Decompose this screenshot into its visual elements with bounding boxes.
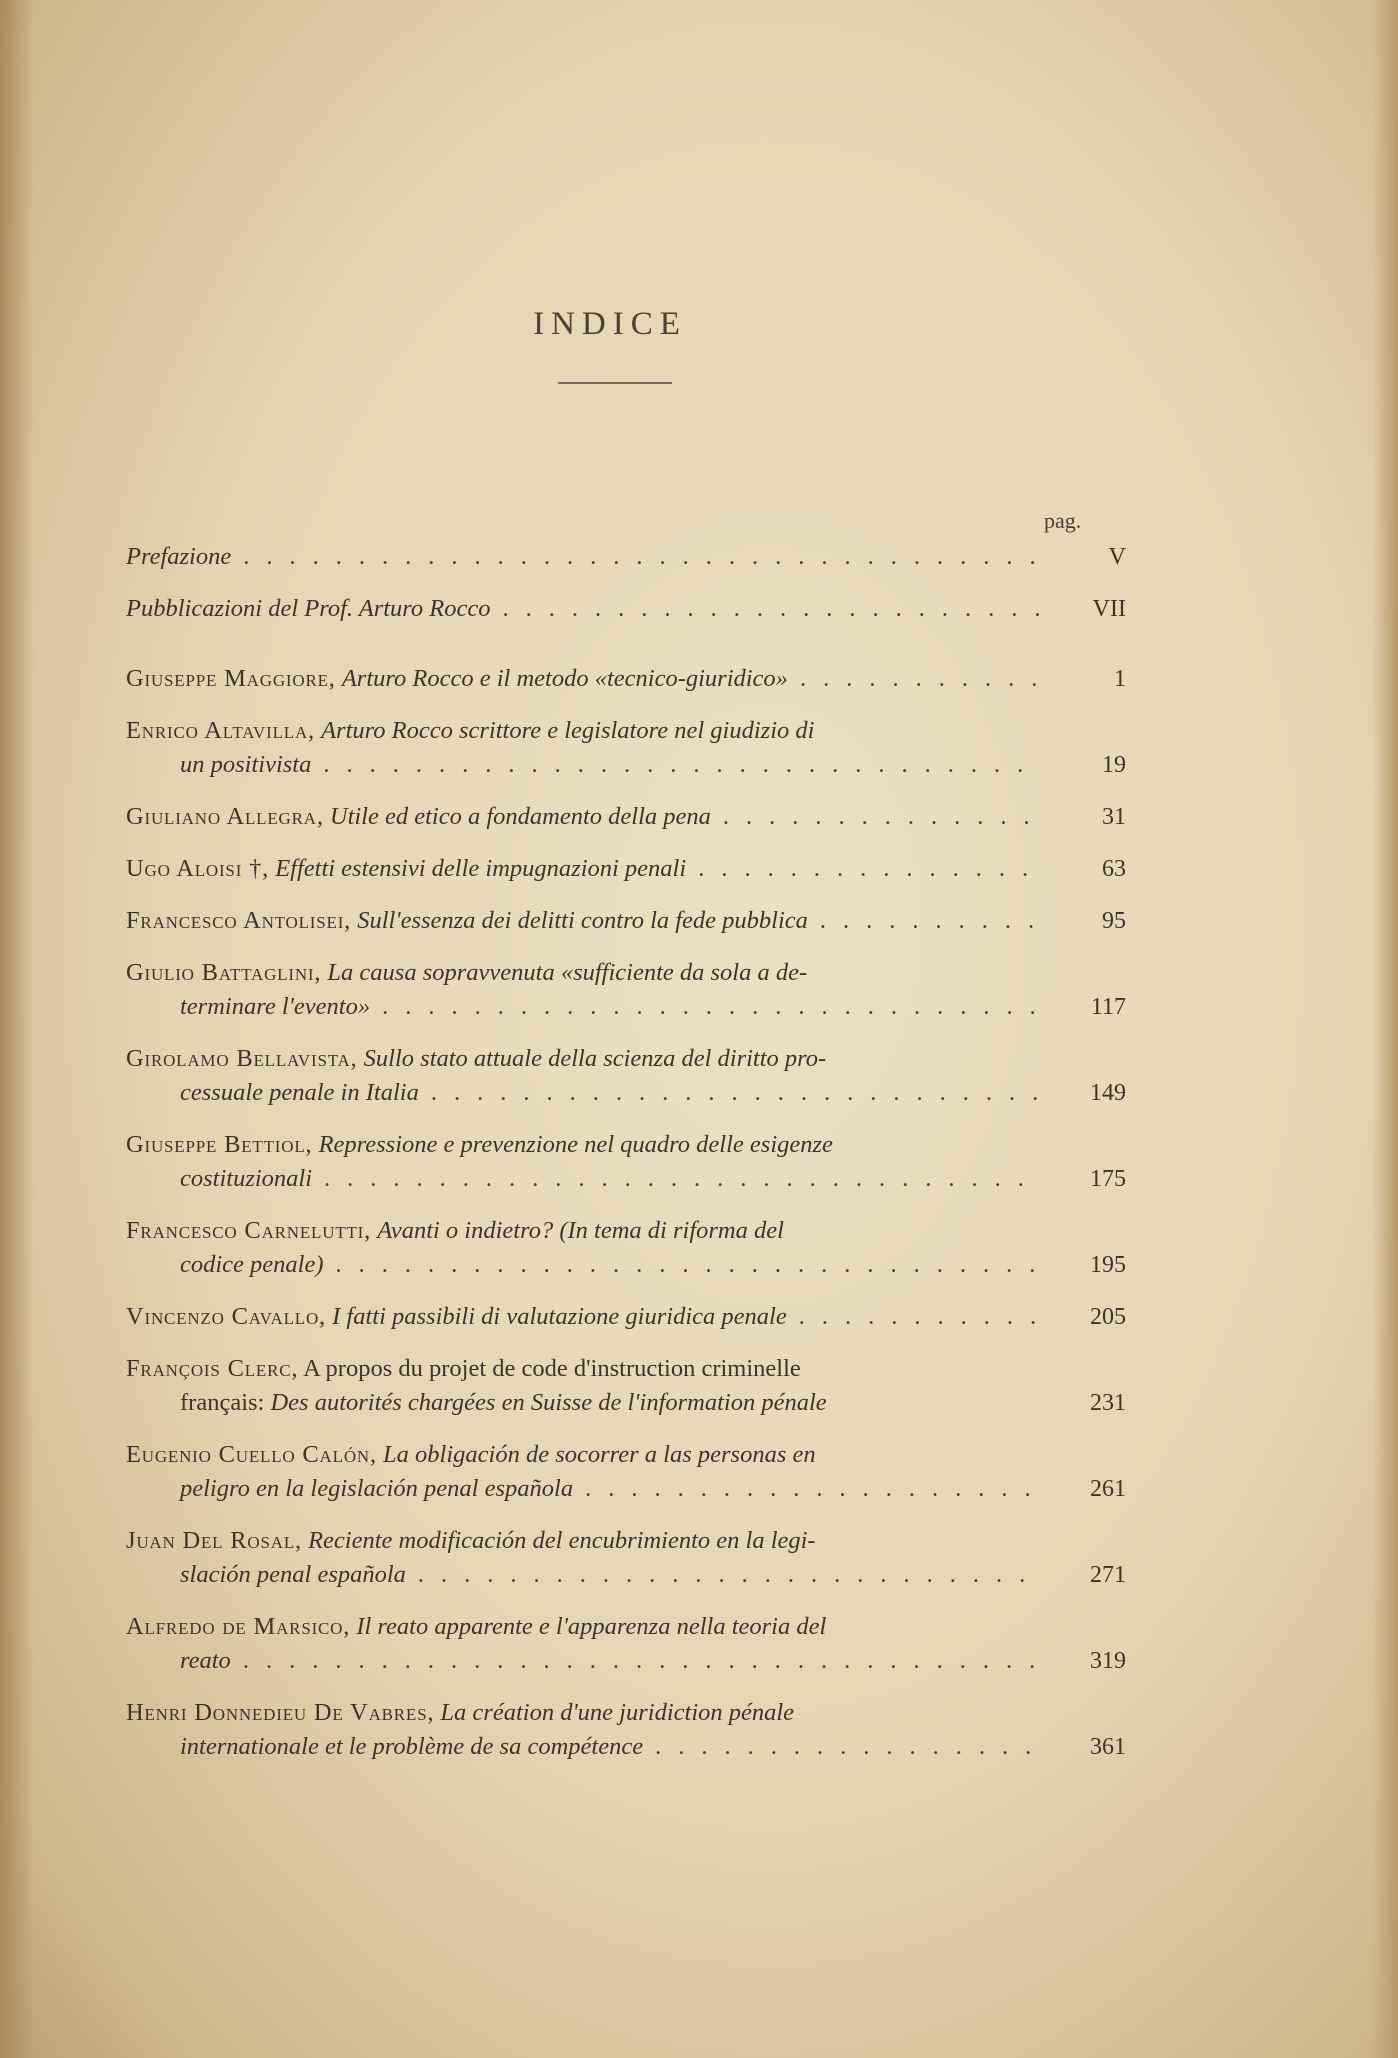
entry-author: Ugo Aloisi †, bbox=[126, 855, 270, 882]
entry-author: Girolamo Bellavista, bbox=[126, 1045, 358, 1072]
entry-author: Juan Del Rosal, bbox=[126, 1527, 302, 1554]
leader-dots bbox=[788, 662, 1042, 696]
entry-title: I fatti passibili di valutazione giuridica penale bbox=[332, 1303, 787, 1330]
page-column-label: pag. bbox=[1044, 508, 1082, 533]
entry-title-line2: un positivista bbox=[180, 751, 312, 778]
entry-title: Utile ed etico a fondamento della pena bbox=[329, 803, 711, 830]
entry-title-line2: cessuale penale in Italia bbox=[180, 1079, 419, 1106]
entry-page-number: 319 bbox=[1090, 1648, 1126, 1674]
entry-title: Effetti estensivi delle impugnazioni penali bbox=[275, 855, 687, 882]
entry-title-line2-plain: français: bbox=[180, 1389, 265, 1416]
entry-page-number: 19 bbox=[1102, 752, 1126, 778]
entry-title-line2: terminare l'evento» bbox=[180, 993, 371, 1020]
leader-dots bbox=[643, 1730, 1042, 1764]
entry-title-line2: slación penal española bbox=[180, 1561, 406, 1588]
entry-page-number: VII bbox=[1092, 596, 1126, 622]
leader-dots bbox=[686, 852, 1042, 886]
entry-title-line2: peligro en la legislación penal española bbox=[180, 1475, 574, 1502]
toc-entry[interactable] bbox=[126, 1610, 1126, 1678]
entry-title: Arturo Rocco e il metodo «tecnico-giuridico» bbox=[341, 665, 788, 692]
entry-page-number: 175 bbox=[1090, 1166, 1126, 1192]
toc-entry[interactable] bbox=[126, 1128, 1126, 1196]
entry-author: Enrico Altavilla, bbox=[126, 717, 315, 744]
entry-page-number: 31 bbox=[1102, 804, 1126, 830]
entry-title-line1: Il reato apparente e l'apparenza nella teoria del bbox=[356, 1613, 827, 1640]
entry-title: Prefazione bbox=[126, 543, 232, 570]
entry-page-number: 261 bbox=[1090, 1476, 1126, 1502]
entry-author: Vincenzo Cavallo, bbox=[126, 1303, 326, 1330]
toc-entry-pubblicazioni[interactable] bbox=[126, 592, 1126, 626]
entry-page-number: 95 bbox=[1102, 908, 1126, 934]
entry-title-line1: La causa sopravvenuta «sufficiente da sola a de- bbox=[327, 959, 808, 986]
entry-author: François Clerc, bbox=[126, 1355, 299, 1382]
entry-title-line1: Repressione e prevenzione nel quadro delle esigenze bbox=[318, 1131, 833, 1158]
table-of-contents bbox=[126, 540, 1126, 1764]
entry-title-line2-italic: Des autorités chargées en Suisse de l'information pénale bbox=[270, 1389, 827, 1416]
toc-entry[interactable] bbox=[126, 1300, 1126, 1334]
entry-page-number: 149 bbox=[1090, 1080, 1126, 1106]
leader-dots bbox=[312, 1162, 1042, 1196]
entry-page-number: V bbox=[1108, 544, 1126, 570]
toc-entry-prefazione[interactable] bbox=[126, 540, 1126, 574]
leader-dots bbox=[324, 1248, 1042, 1282]
entry-title: Sull'essenza dei delitti contro la fede pubblica bbox=[357, 907, 808, 934]
entry-page-number: 117 bbox=[1090, 994, 1126, 1020]
toc-entry[interactable] bbox=[126, 1042, 1126, 1110]
toc-entry[interactable] bbox=[126, 1696, 1126, 1764]
toc-entry[interactable] bbox=[126, 714, 1126, 782]
entry-page-number: 63 bbox=[1102, 856, 1126, 882]
toc-entry[interactable] bbox=[126, 1352, 1126, 1420]
entry-page-number: 271 bbox=[1090, 1562, 1126, 1588]
entry-author: Francesco Carnelutti, bbox=[126, 1217, 372, 1244]
entry-author: Alfredo de Marsico, bbox=[126, 1613, 351, 1640]
leader-dots bbox=[808, 904, 1042, 938]
toc-entry[interactable] bbox=[126, 904, 1126, 938]
entry-title-line2: internationale et le problème de sa compétence bbox=[180, 1733, 644, 1760]
leader-dots bbox=[573, 1472, 1042, 1506]
toc-entry[interactable] bbox=[126, 1214, 1126, 1282]
entry-page-number: 205 bbox=[1090, 1304, 1126, 1330]
toc-entry[interactable] bbox=[126, 1438, 1126, 1506]
toc-entry[interactable] bbox=[126, 800, 1126, 834]
entry-title-line1: Reciente modificación del encubrimiento en la legi- bbox=[308, 1527, 816, 1554]
entry-author: Giuliano Allegra, bbox=[126, 803, 324, 830]
entry-title: Pubblicazioni del Prof. Arturo Rocco bbox=[126, 595, 491, 622]
entry-title-line2: costituzionali bbox=[180, 1165, 313, 1192]
page-title: INDICE bbox=[533, 306, 687, 342]
leader-dots bbox=[311, 748, 1042, 782]
entry-author: Henri Donnedieu De Vabres, bbox=[126, 1699, 435, 1726]
leader-dots bbox=[711, 800, 1042, 834]
leader-dots bbox=[787, 1300, 1042, 1334]
entry-title-line1: La création d'une juridiction pénale bbox=[440, 1699, 795, 1726]
leader-dots bbox=[231, 540, 1042, 574]
entry-page-number: 231 bbox=[1090, 1390, 1126, 1416]
entry-author: Giulio Battaglini, bbox=[126, 959, 322, 986]
toc-entry[interactable] bbox=[126, 852, 1126, 886]
toc-entry[interactable] bbox=[126, 1524, 1126, 1592]
entry-author: Francesco Antolisei, bbox=[126, 907, 352, 934]
entry-title-line1: La obligación de socorrer a las personas en bbox=[383, 1441, 816, 1468]
entry-page-number: 361 bbox=[1090, 1734, 1126, 1760]
entry-title-line2: codice penale) bbox=[180, 1251, 324, 1278]
toc-entry[interactable] bbox=[126, 956, 1126, 1024]
entry-title-line1: Avanti o indietro? (In tema di riforma del bbox=[377, 1217, 784, 1244]
page-edge-shadow-right bbox=[1372, 0, 1398, 2058]
leader-dots bbox=[491, 592, 1042, 626]
entry-title-line1: Arturo Rocco scrittore e legislatore nel giudizio di bbox=[321, 717, 815, 744]
entry-author: Giuseppe Bettiol, bbox=[126, 1131, 313, 1158]
entry-title-line1: A propos du projet de code d'instruction criminelle bbox=[303, 1355, 801, 1382]
leader-dots bbox=[231, 1644, 1042, 1678]
entry-title-line2: reato bbox=[180, 1647, 231, 1674]
entry-author: Giuseppe Maggiore, bbox=[126, 665, 336, 692]
title-divider bbox=[558, 382, 672, 384]
entry-page-number: 1 bbox=[1114, 666, 1126, 692]
toc-entry[interactable] bbox=[126, 662, 1126, 696]
entry-author: Eugenio Cuello Calón, bbox=[126, 1441, 377, 1468]
leader-dots bbox=[419, 1076, 1042, 1110]
leader-dots bbox=[406, 1558, 1042, 1592]
entry-page-number: 195 bbox=[1090, 1252, 1126, 1278]
leader-dots bbox=[370, 990, 1042, 1024]
entry-title-line1: Sullo stato attuale della scienza del diritto pro- bbox=[363, 1045, 827, 1072]
